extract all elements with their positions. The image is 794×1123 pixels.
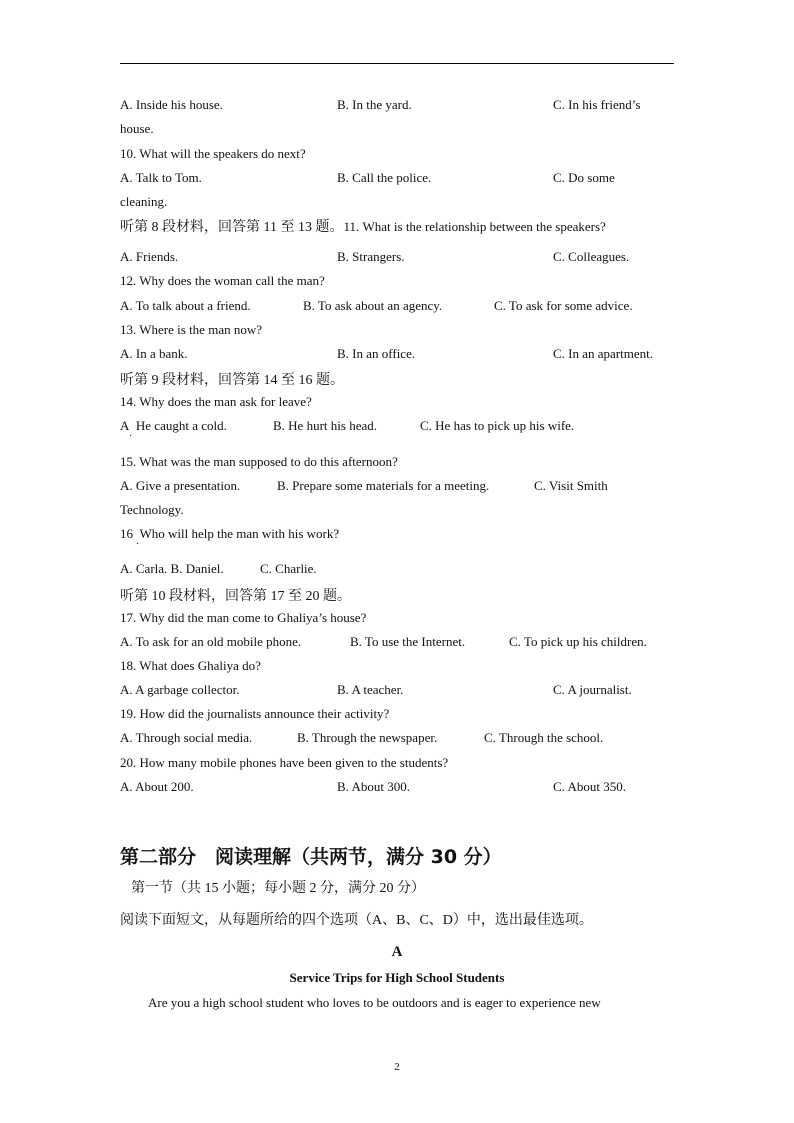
q19-stem: 19. How did the journalists announce their activity?	[120, 706, 390, 721]
passage-letter: A	[391, 944, 403, 960]
q20-stem: 20. How many mobile phones have been given to the students?	[120, 755, 449, 770]
q11-stem: 11. What is the relationship between the speakers?	[343, 219, 606, 234]
q16-number: 16	[120, 526, 133, 541]
section10-intro: 听第 10 段材料，回答第 17 至 20 题。	[120, 589, 351, 604]
q16-stem: Who will help the man with his work?	[139, 526, 340, 541]
q15-option-c: C. Visit Smith	[534, 478, 608, 493]
q10-option-a: A. Talk to Tom.	[120, 170, 202, 185]
q14-option-a-letter: A	[120, 418, 130, 433]
q18-option-a: A. A garbage collector.	[120, 682, 240, 697]
section8-intro: 听第 8 段材料，回答第 11 至 13 题。	[120, 220, 344, 235]
passage-title: Service Trips for High School Students	[289, 970, 505, 985]
q17-option-b: B. To use the Internet.	[350, 634, 466, 649]
q9-option-b: B. In the yard.	[337, 97, 412, 112]
q11-option-c: C. Colleagues.	[553, 249, 630, 264]
q10-option-c-continued: cleaning.	[120, 194, 168, 209]
q13-option-b: B. In an office.	[337, 346, 416, 361]
q11-option-b: B. Strangers.	[337, 249, 405, 264]
q12-option-c: C. To ask for some advice.	[494, 298, 633, 313]
q12-stem: 12. Why does the woman call the man?	[120, 273, 325, 288]
q10-option-b: B. Call the police.	[337, 170, 432, 185]
q14-option-a-text: He caught a cold.	[135, 418, 227, 433]
q12-option-b: B. To ask about an agency.	[303, 298, 443, 313]
q20-option-c: C. About 350.	[553, 779, 626, 794]
q15-stem: 15. What was the man supposed to do this afternoon?	[120, 454, 398, 469]
q12-option-a: A. To talk about a friend.	[120, 298, 251, 313]
q16-options-ab: A. Carla. B. Daniel.	[120, 561, 224, 576]
q14-option-c: C. He has to pick up his wife.	[420, 418, 575, 433]
q13-option-a: A. In a bank.	[120, 346, 188, 361]
q19-option-c: C. Through the school.	[484, 730, 604, 745]
q19-option-a: A. Through social media.	[120, 730, 253, 745]
q14-option-b: B. He hurt his head.	[273, 418, 377, 433]
q17-stem: 17. Why did the man come to Ghaliya’s house?	[120, 610, 367, 625]
header-rule	[120, 63, 674, 64]
part2-heading: 第二部分 阅读理解（共两节，满分 30 分）	[120, 846, 502, 868]
q19-option-b: B. Through the newspaper.	[297, 730, 438, 745]
q20-option-b: B. About 300.	[337, 779, 410, 794]
part2-instruction: 阅读下面短文，从每题所给的四个选项（A、B、C、D）中，选出最佳选项。	[120, 913, 593, 928]
part2-section1-heading: 第一节（共 15 小题；每小题 2 分，满分 20 分）	[131, 881, 425, 896]
q15-option-b: B. Prepare some materials for a meeting.	[277, 478, 490, 493]
q15-option-a: A. Give a presentation.	[120, 478, 241, 493]
q9-option-c-continued: house.	[120, 121, 154, 136]
q10-stem: 10. What will the speakers do next?	[120, 146, 306, 161]
q9-option-a: A. Inside his house.	[120, 97, 223, 112]
q18-option-b: B. A teacher.	[337, 682, 404, 697]
q18-stem: 18. What does Ghaliya do?	[120, 658, 261, 673]
q10-option-c: C. Do some	[553, 170, 615, 185]
section9-intro: 听第 9 段材料，回答第 14 至 16 题。	[120, 373, 344, 388]
stray-dot-mark-2: ·	[136, 539, 140, 550]
q15-option-c-continued: Technology.	[120, 502, 184, 517]
stray-dot-mark: ·	[129, 431, 133, 442]
page-number: 2	[394, 1061, 400, 1073]
q14-stem: 14. Why does the man ask for leave?	[120, 394, 312, 409]
passage-first-line: Are you a high school student who loves to be outdoors and is eager to experience new	[148, 995, 601, 1010]
q11-option-a: A. Friends.	[120, 249, 179, 264]
q20-option-a: A. About 200.	[120, 779, 194, 794]
q13-stem: 13. Where is the man now?	[120, 322, 262, 337]
q17-option-c: C. To pick up his children.	[509, 634, 647, 649]
q13-option-c: C. In an apartment.	[553, 346, 653, 361]
q18-option-c: C. A journalist.	[553, 682, 632, 697]
q17-option-a: A. To ask for an old mobile phone.	[120, 634, 302, 649]
q16-option-c: C. Charlie.	[260, 561, 317, 576]
q9-option-c: C. In his friend’s	[553, 97, 641, 112]
